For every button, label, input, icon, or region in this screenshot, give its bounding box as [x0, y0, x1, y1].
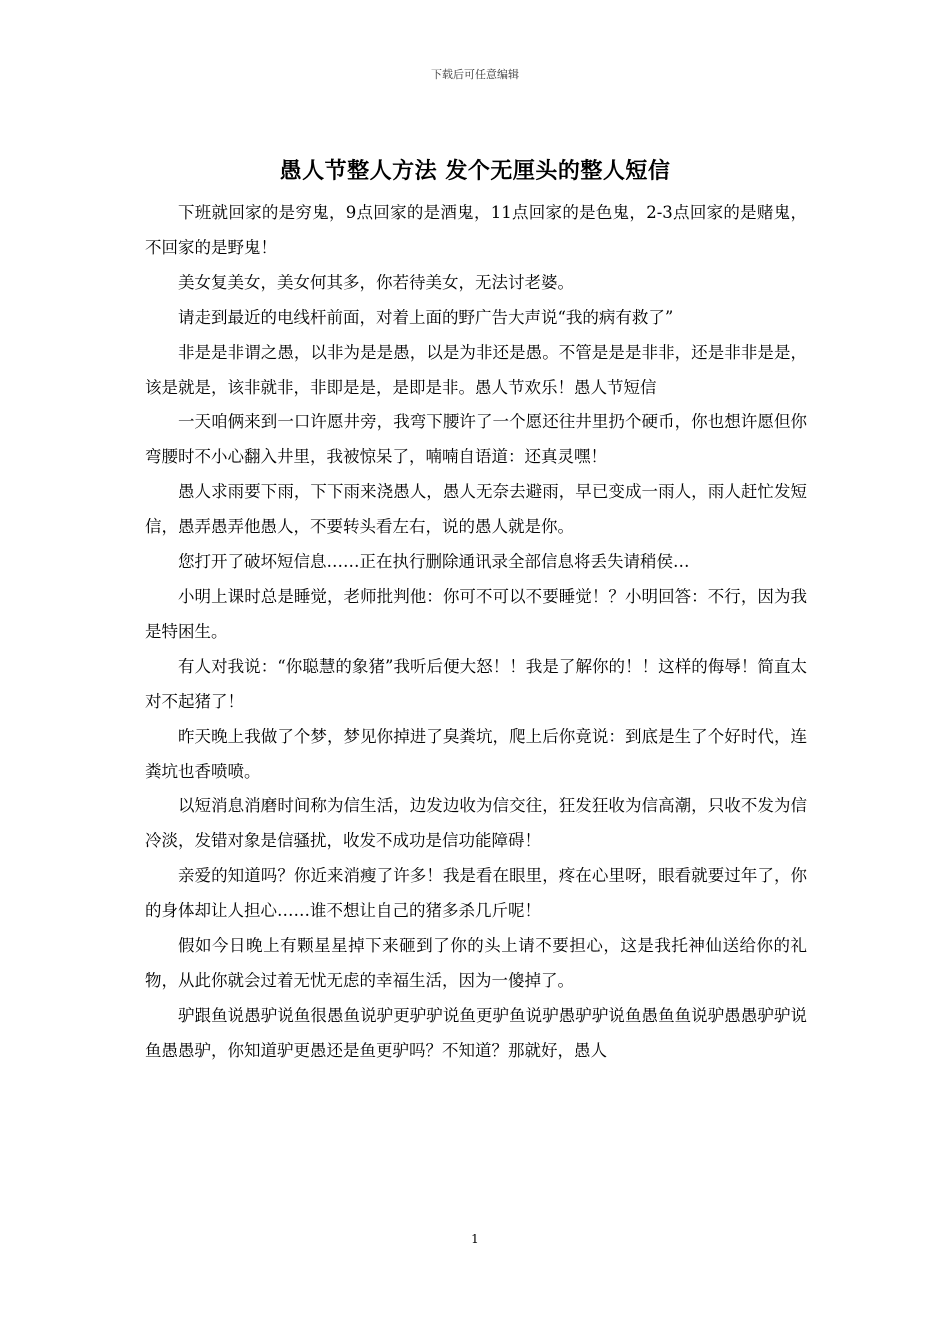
- paragraph: 以短消息消磨时间称为信生活，边发边收为信交往，狂发狂收为信高潮，只收不发为信冷淡，发错对象是信骚扰，收发不成功是信功能障碍！: [145, 796, 807, 851]
- paragraph: 假如今日晚上有颗星星掉下来砸到了你的头上请不要担心，这是我托神仙送给你的礼物，从此你就会过着无忧无虑的幸福生活，因为一傻掉了。: [145, 936, 807, 990]
- paragraph: 下班就回家的是穷鬼，9点回家的是酒鬼，11点回家的是色鬼，2-3点回家的是赌鬼，不回家的是野鬼！: [145, 203, 807, 257]
- paragraph: 小明上课时总是睡觉，老师批判他：你可不可以不要睡觉！？小明回答：不行，因为我是特困生。: [145, 586, 807, 641]
- paragraph: 有人对我说：“你聪慧的象猪”我听后便大怒！！我是了解你的！！这样的侮辱！简直太对不起猪了！: [145, 656, 807, 711]
- paragraph: 愚人求雨要下雨，下下雨来浇愚人，愚人无奈去避雨，早已变成一雨人，雨人赶忙发短信，愚弄愚弄他愚人，不要转头看左右，说的愚人就是你。: [145, 482, 807, 537]
- paragraph: 亲爱的知道吗？你近来消瘦了许多！我是看在眼里，疼在心里呀，眼看就要过年了，你的身体却让人担心……谁不想让自己的猪多杀几斤呢！: [145, 866, 807, 921]
- paragraph: 美女复美女，美女何其多，你若待美女，无法讨老婆。: [178, 272, 574, 292]
- page-header: 下载后可任意编辑: [431, 68, 519, 81]
- paragraph: 请走到最近的电线杆前面，对着上面的野广告大声说“我的病有救了”: [178, 307, 674, 327]
- paragraph: 昨天晚上我做了个梦，梦见你掉进了臭粪坑，爬上后你竟说：到底是生了个好时代，连粪坑也香喷喷。: [145, 726, 807, 781]
- document-title: 愚人节整人方法 发个无厘头的整人短信: [279, 158, 671, 184]
- paragraph: 驴跟鱼说愚驴说鱼很愚鱼说驴更驴驴说鱼更驴鱼说驴愚驴驴说鱼愚鱼鱼说驴愚愚驴驴说鱼愚愚驴，你知道驴更愚还是鱼更驴吗？不知道？那就好，愚人: [145, 1005, 807, 1060]
- page-number: 1: [471, 1232, 479, 1246]
- document-body: [145, 196, 807, 1206]
- paragraph: 您打开了破坏短信息……正在执行删除通讯录全部信息将丢失请稍侯…: [178, 552, 690, 572]
- paragraph: 一天咱俩来到一口许愿井旁，我弯下腰许了一个愿还往井里扔个硬币，你也想许愿但你弯腰时不小心翻入井里，我被惊呆了，喃喃自语道：还真灵嘿！: [145, 412, 807, 467]
- paragraph: 非是是非谓之愚，以非为是是愚，以是为非还是愚。不管是是是非非，还是非非是是，该是就是，该非就非，非即是是，是即是非。愚人节欢乐！愚人节短信: [145, 342, 807, 397]
